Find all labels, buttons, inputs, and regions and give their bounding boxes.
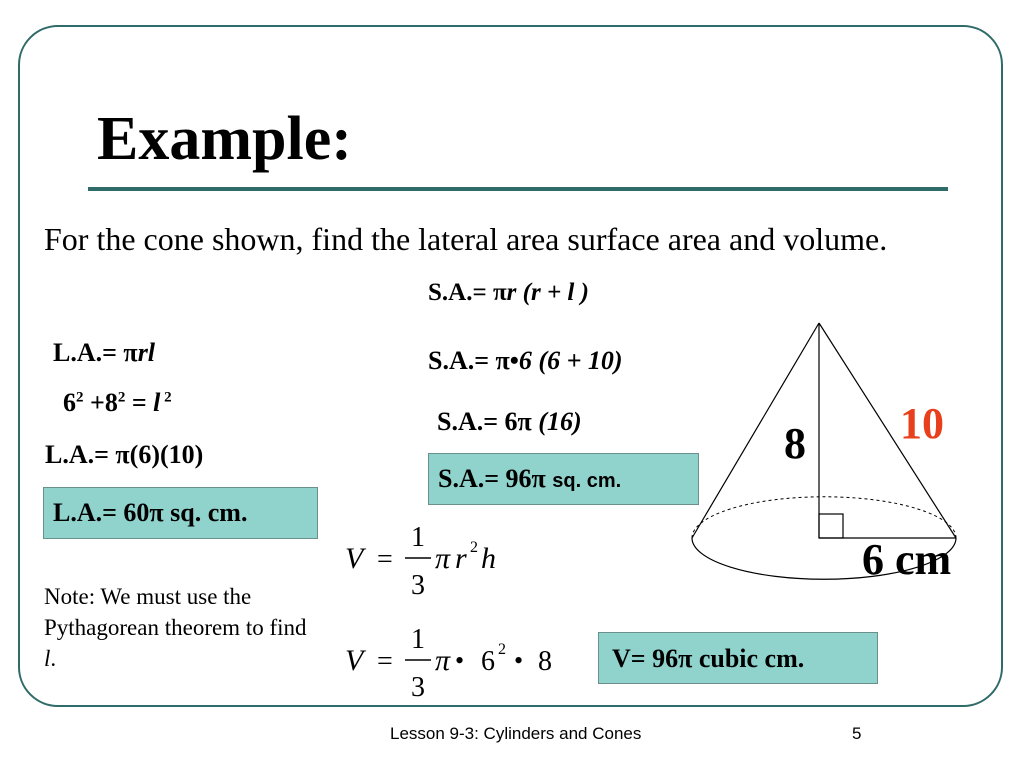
volume-v: V <box>345 542 364 575</box>
volume-sub-den: 3 <box>411 672 425 702</box>
lateral-area-answer-box <box>43 487 318 539</box>
pyth-a: 6 <box>63 388 76 417</box>
pyth-eq: = <box>125 388 154 417</box>
volume-sub-eq: = <box>377 646 393 677</box>
volume-sub-dot-1: • <box>455 646 465 675</box>
cone-height-label: 8 <box>784 419 806 468</box>
volume-sub-pi: π <box>435 644 451 677</box>
pyth-exp-b: 2 <box>117 389 126 406</box>
cone-base-back-edge <box>692 497 956 538</box>
lateral-area-substitution: L.A.= π(6)(10) <box>45 440 204 469</box>
pyth-plus: +8 <box>83 388 118 417</box>
volume-formula <box>335 510 525 600</box>
lateral-area-answer: L.A.= 60π sq. cm. <box>53 498 248 527</box>
footer-lesson-title: Lesson 9-3: Cylinders and Cones <box>390 724 642 743</box>
title-underline <box>88 187 948 191</box>
surface-area-simplified <box>437 407 582 437</box>
cone-slant-label: 10 <box>900 399 944 448</box>
pyth-exp-l: 2 <box>164 389 172 406</box>
volume-substitution <box>335 612 575 702</box>
volume-den: 3 <box>411 570 425 600</box>
note-var: l <box>44 646 51 671</box>
problem-prompt: For the cone shown, find the lateral area surface area and volume. <box>44 221 888 257</box>
slide-title: Example: <box>97 105 352 173</box>
pyth-l: l <box>153 388 161 417</box>
sa-line1-rest: r (r + l ) <box>506 279 589 306</box>
surface-area-substitution <box>428 346 623 376</box>
sa-line1-prefix: S.A.= π <box>428 279 507 306</box>
volume-answer: V= 96π cubic cm. <box>612 644 805 673</box>
volume-sub-num: 1 <box>411 624 425 655</box>
footer-page-number: 5 <box>852 724 862 743</box>
cone-diagram <box>680 310 980 595</box>
sa-line3-rest: (16) <box>538 407 582 436</box>
surface-area-formula <box>428 279 589 307</box>
volume-sub-eight: 8 <box>538 646 552 677</box>
volume-pi: π <box>435 542 451 575</box>
sa-answer-unit: sq. cm. <box>552 470 622 492</box>
lateral-area-formula-vars: rl <box>137 338 156 367</box>
volume-sub-v: V <box>345 644 364 677</box>
pyth-exp-a: 2 <box>76 389 84 406</box>
sa-answer-main: S.A.= 96π <box>438 464 553 493</box>
volume-r-exp: 2 <box>470 539 478 556</box>
note-suffix: . <box>50 646 57 671</box>
volume-r: r <box>455 542 467 575</box>
right-angle-marker <box>819 514 843 538</box>
sa-line2-prefix: S.A.= π• <box>428 346 519 375</box>
volume-answer-box <box>598 632 878 684</box>
volume-eq: = <box>377 544 393 575</box>
lateral-area-formula-prefix: L.A.= π <box>53 338 138 367</box>
volume-sub-six: 6 <box>481 646 495 677</box>
note-prefix: Note: We must use the Pythagorean theorem to find <box>44 584 307 640</box>
volume-h: h <box>481 542 496 575</box>
volume-sub-dot-2: • <box>514 646 524 675</box>
surface-area-answer-box <box>428 453 699 505</box>
cone-radius-label: 6 cm <box>862 535 952 584</box>
note-text <box>44 581 314 674</box>
volume-num: 1 <box>411 522 425 553</box>
pythagorean-equation <box>63 388 172 418</box>
volume-sub-six-exp: 2 <box>498 641 506 658</box>
sa-line2-rest: 6 (6 + 10) <box>518 346 623 375</box>
lateral-area-formula <box>53 338 155 368</box>
sa-line3-prefix: S.A.= 6π <box>437 407 539 436</box>
